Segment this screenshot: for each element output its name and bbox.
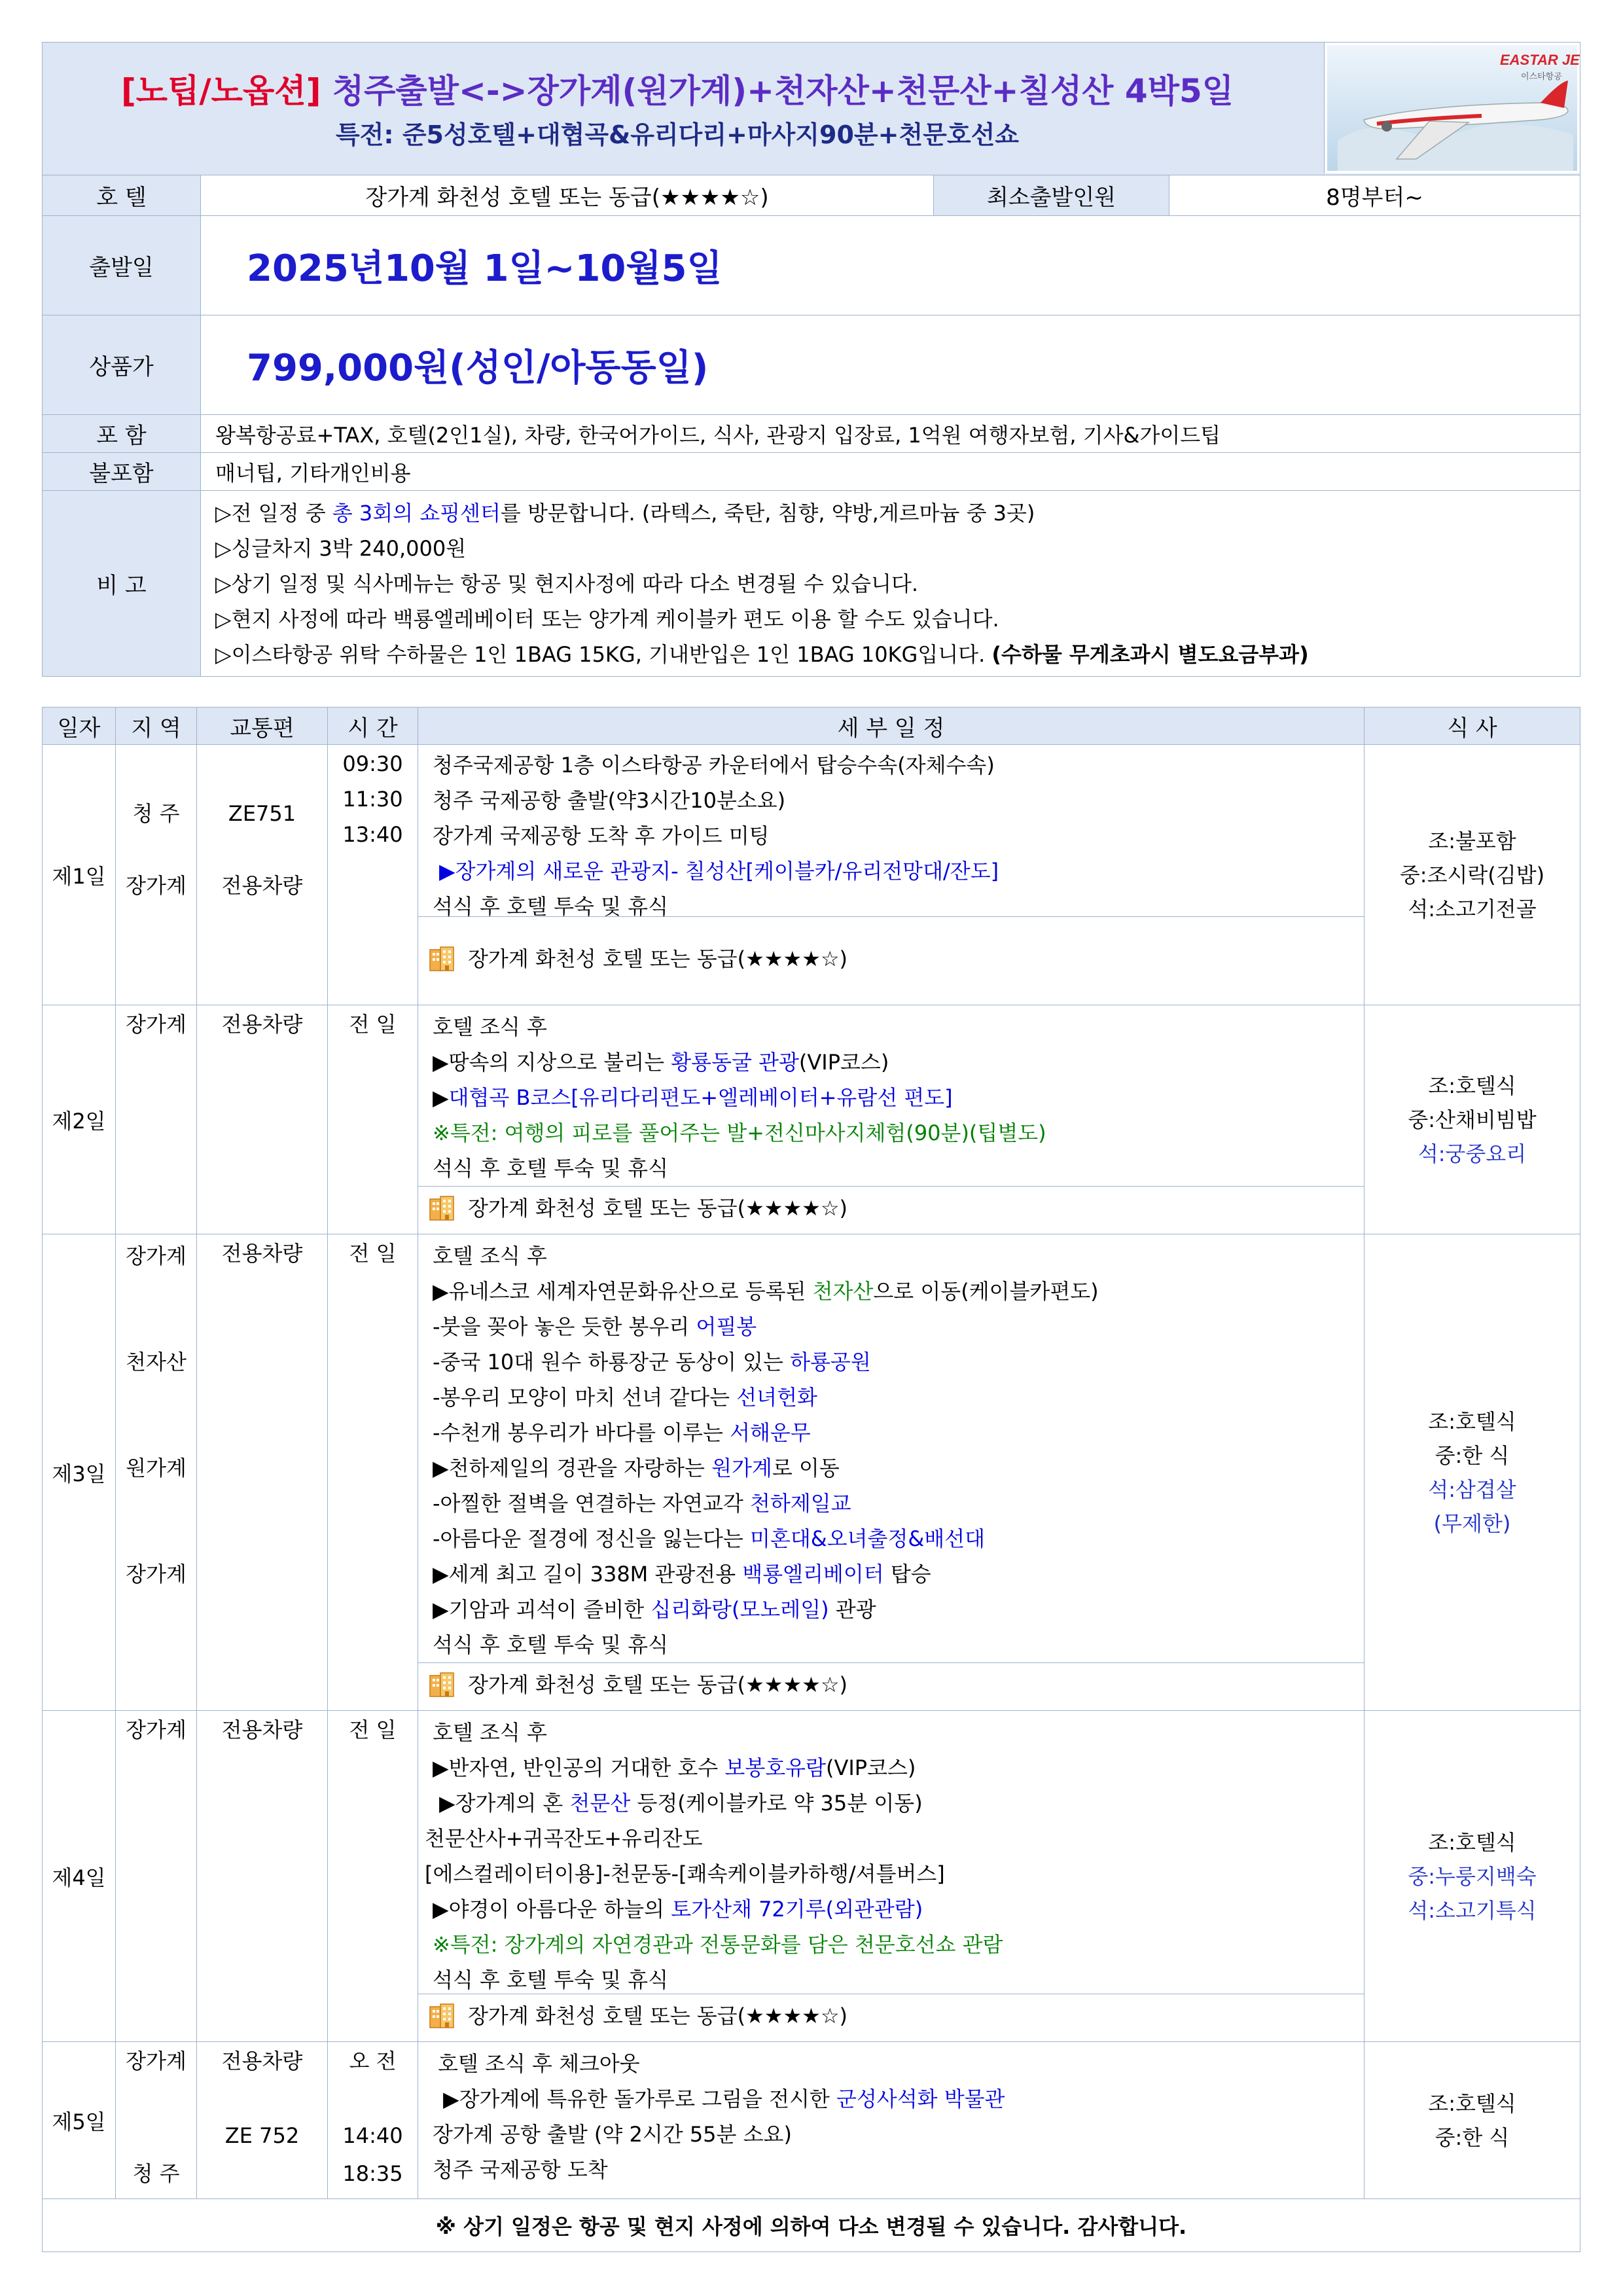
product-info-table [42,42,1580,677]
detail-cell: 청주국제공항 1층 이스타항공 카운터에서 탑승수속(자체수속) 청주 국제공항 출발(약3시간10분소요) 장가계 국제공항 도착 후 가이드 미팅 ▶장가계의 새로운 관광지- 칠성산[케이블카/유리전망대/잔도] 석식 후 호텔 투숙 및 휴식 장가계 화천성 호텔 또는 동급(★★★★☆) [418,745,1364,1005]
meal-cell: 조:호텔식 중:누룽지백숙 석:소고기특식 [1364,1711,1580,2042]
departure-label: 출발일 [43,216,201,315]
col-header-meal: 식 사 [1364,708,1580,745]
col-header-region: 지 역 [116,708,197,745]
col-header-day: 일자 [43,708,116,745]
itinerary-table [42,707,1580,2252]
col-header-detail: 세 부 일 정 [418,708,1364,745]
hotel-building-icon [427,2001,456,2030]
col-header-transport: 교통편 [197,708,328,745]
exclude-label: 불포함 [43,453,201,491]
itinerary-row-day2 [43,1005,1580,1234]
remark-elevator: ▷현지 사정에 따라 백룡엘레베이터 또는 양가계 케이블카 편도 이용 할 수도 있습니다. [215,606,999,632]
time-cell: 09:30 11:30 13:40 [328,745,418,1005]
detail-cell: 호텔 조식 후 체크아웃 ▶장가계에 특유한 돌가루로 그림을 전시한 군성사석화 박물관 장가계 공항 출발 (약 2시간 55분 소요) 청주 국제공항 도착 [418,2042,1364,2199]
remarks-label: 비 고 [43,491,201,677]
time-cell: 전 일 [328,1711,418,2042]
transport-cell: 전용차량 [197,1711,328,2042]
departure-date: 2025년10월 1일~10월5일 [201,216,1580,315]
transport-cell: 전용차량 [197,1234,328,1711]
hotel-line: 장가계 화천성 호텔 또는 동급(★★★★☆) [418,1662,1364,1706]
meal-cell: 조:불포함 중:조시락(김밥) 석:소고기전골 [1364,745,1580,1005]
transport-cell: 전용차량 ZE 752 [197,2042,328,2199]
min-participants-label: 최소출발인원 [934,175,1169,216]
hotel-building-icon [427,1194,456,1223]
meal-cell: 조:호텔식 중:산채비빔밥 석:궁중요리 [1364,1005,1580,1234]
col-header-time: 시 간 [328,708,418,745]
title-banner [43,43,1580,175]
title-tag: [노팁/노옵션] [120,72,321,110]
time-cell: 오 전 14:40 18:35 [328,2042,418,2199]
detail-cell: 호텔 조식 후 ▶땅속의 지상으로 불리는 황룡동굴 관광(VIP코스) ▶대협곡 B코스[유리다리편도+엘레베이터+유람선 편도] ※특전: 여행의 피로를 풀어주는 발+전신마사지체험(90분)(팁별도) 석식 후 호텔 투숙 및 휴식 장가계 화천성 호텔 또는 동급(★★★★☆) [418,1005,1364,1234]
time-cell: 전 일 [328,1005,418,1234]
include-value: 왕복항공료+TAX, 호텔(2인1실), 차량, 한국어가이드, 식사, 관광지 입장료, 1억원 여행자보험, 기사&가이드팁 [201,415,1580,453]
region-cell: 장가계 청 주 [116,2042,197,2199]
hotel-line: 장가계 화천성 호텔 또는 동급(★★★★☆) [418,916,1364,1001]
include-label: 포 함 [43,415,201,453]
hotel-building-icon [427,1670,456,1699]
transport-cell: 전용차량 [197,1005,328,1234]
day-label: 제2일 [43,1005,116,1234]
region-cell: 장가계 천자산 원가계 장가계 [116,1234,197,1711]
logo-subtext: 이스타항공 [1521,72,1562,82]
title-route: 청주출발<->장가계(원가계)+천자산+천문산+칠성산 4박5일 [321,72,1234,110]
hotel-label: 호 텔 [43,175,201,216]
day-label: 제1일 [43,745,116,1005]
footer-notice: ※ 상기 일정은 항공 및 현지 사정에 의하여 다소 변경될 수 있습니다. 감사합니다. [43,2199,1580,2252]
itinerary-row-day3 [43,1234,1580,1711]
remark-single-charge: ▷싱글차지 3박 240,000원 [215,535,467,561]
remark-shopping: ▷전 일정 중 총 3회의 쇼핑센터를 방문합니다. (라텍스, 죽탄, 침향, 약방,게르마늄 중 3곳) [215,500,1035,526]
min-participants-value: 8명부터~ [1169,175,1580,216]
hotel-line: 장가계 화천성 호텔 또는 동급(★★★★☆) [418,1994,1364,2037]
day-label: 제5일 [43,2042,116,2199]
exclude-value: 매너팁, 기타개인비용 [201,453,1580,491]
itinerary-row-day4 [43,1711,1580,2042]
detail-cell: 호텔 조식 후 ▶유네스코 세계자연문화유산으로 등록된 천자산으로 이동(케이블카편도) -붓을 꽂아 놓은 듯한 봉우리 어필봉 -중국 10대 원수 하룡장군 동상이 있는 하룡공원 -봉우리 모양이 마치 선녀 같다는 선녀헌화 -수천개 봉우리가 바다를 이루는 서해운무 ▶천하제일의 경관을 자랑하는 원가계로 이동 -아찔한 절벽을 연결하는 자연교각 천하제일교 -아름다운 절경에 정신을 잃는다는 미혼대&오녀출정&배선대 ▶세계 최고 길이 338M 관광전용 백룡엘리베이터 탑승 ▶기암과 괴석이 즐비한 십리화랑(모노레일) 관광 석식 후 호텔 투숙 및 휴식 장가계 화천성 호텔 또는 동급(★★★★☆) [418,1234,1364,1711]
itinerary-row-day1 [43,745,1580,1005]
meal-cell: 조:호텔식 중:한 식 석:삼겹살 (무제한) [1364,1234,1580,1711]
airline-logo [1324,43,1580,173]
region-cell: 청 주 장가계 [116,745,197,1005]
hotel-line: 장가계 화천성 호텔 또는 동급(★★★★☆) [418,1186,1364,1230]
remark-baggage: ▷이스타항공 위탁 수하물은 1인 1BAG 15KG, 기내반입은 1인 1BAG 10KG입니다. (수하물 무게초과시 별도요금부과) [215,641,1309,667]
page-title [43,69,1312,113]
price-value: 799,000원(성인/아동동일) [201,315,1580,415]
itinerary-row-day5 [43,2042,1580,2199]
day-label: 제4일 [43,1711,116,2042]
day-label: 제3일 [43,1234,116,1711]
remark-schedule-change: ▷상기 일정 및 식사메뉴는 항공 및 현지사정에 따라 다소 변경될 수 있습니다. [215,571,919,596]
logo-text: EASTAR JET [1500,52,1580,68]
hotel-building-icon [427,944,456,973]
airplane-logo-icon [1325,43,1580,173]
transport-cell: ZE751 전용차량 [197,745,328,1005]
region-cell: 장가계 [116,1711,197,2042]
hotel-value: 장가계 화천성 호텔 또는 동급(★★★★☆) [201,175,934,216]
time-cell: 전 일 [328,1234,418,1711]
page-subtitle: 특전: 준5성호텔+대협곡&유리다리+마사지90분+천문호선쇼 [336,120,1019,149]
remarks-list [201,491,1580,677]
meal-cell: 조:호텔식 중:한 식 [1364,2042,1580,2199]
region-cell: 장가계 [116,1005,197,1234]
detail-cell: 호텔 조식 후 ▶반자연, 반인공의 거대한 호수 보봉호유람(VIP코스) ▶장가계의 혼 천문산 등정(케이블카로 약 35분 이동) 천문산사+귀곡잔도+유리잔도 [에스컬레이터이용]-천문동-[쾌속케이블카하행/셔틀버스] ▶야경이 아름다운 하늘의 토가산채 72기루(외관관람) ※특전: 장가계의 자연경관과 전통문화를 담은 천문호선쇼 관람 석식 후 호텔 투숙 및 휴식 장가계 화천성 호텔 또는 동급(★★★★☆) [418,1711,1364,2042]
price-label: 상품가 [43,315,201,415]
